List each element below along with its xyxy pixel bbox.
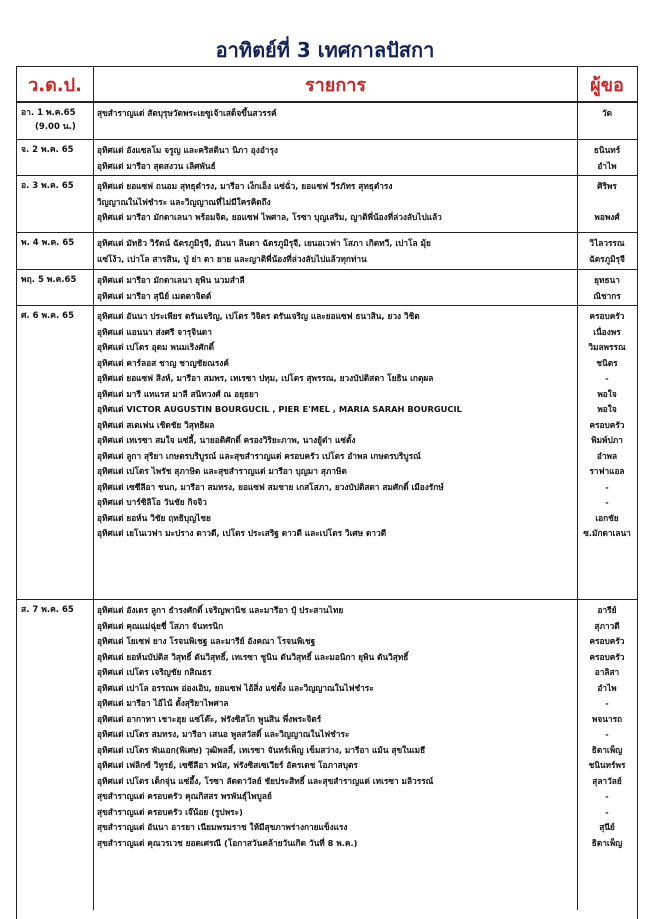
table-body: [17, 103, 637, 910]
requester-name: ฉัตรภูมิรุจี: [589, 253, 625, 264]
intention-line: อุทิศแด่ เปโตร เจริญชัย กสิณธร: [97, 667, 212, 677]
header-item: รายการ: [94, 67, 578, 101]
table-row: [17, 176, 637, 233]
intention-line: อุทิศแด่ มารีอา ไอ้ไน้ ตั้งสุริยาไพศาล: [97, 698, 229, 708]
row-date-cell: [17, 270, 94, 305]
intention-line: อุทิศแด่ มารีอา สุดสงวน เลิศพันธ์: [97, 160, 216, 171]
header-date: ว.ด.ป.: [17, 67, 94, 101]
requester-name: [578, 122, 636, 138]
intention-line: อุทิศแด่ ลูกา สุริยา เกษตรบริบูรณ์ และสุขสำราญแด่ ครอบครัว เปโตร อำพล เกษตรบริบูรณ์: [97, 450, 421, 461]
intention-line: อุทิศแด่ เปโตร ไพรัช สุภาษิต และสุขสำราญแด่ มารีอา บุญมา สุภาษิต: [97, 466, 347, 476]
requester-name: ธนินทร์: [593, 145, 621, 155]
row-requester-cell: [578, 270, 636, 305]
requester-name: อำไพ: [597, 682, 617, 693]
row-requester-cell: [578, 233, 636, 269]
requester-name: ครอบครัว: [589, 651, 625, 662]
intention-line: อุทิศแด่ เซซีลีอา ชนก, มารีอา สมทรง, ยอแซฟ สมชาย เกสโสภา, ยวงบัปติสตา สมศักดิ์ เมืองรักษ์: [97, 481, 444, 492]
requester-name: วิมลพรรณ: [588, 342, 626, 352]
row-items-cell: [94, 270, 578, 305]
intention-line: อุทิศแด่ มารี แทแรส มาลี สนิทวงศ์ ณ อยุธยา: [97, 388, 259, 399]
requester-name: -: [605, 481, 609, 492]
requester-name: อารีย์: [597, 605, 617, 615]
row-items-cell: [94, 103, 578, 139]
requester-name: ชนินทร์พร: [588, 760, 626, 770]
intention-line: อุทิศแด่ เปโตร สมทรง, มารีอา เสนอ พูลสวัสดิ์ และวิญญาณในไฟชำระ: [97, 729, 350, 739]
requester-name: อำพล: [596, 450, 618, 461]
requester-name: ครอบครัว: [589, 419, 625, 430]
requester-name: ณิชากร: [593, 290, 621, 301]
row-date-cell: [17, 306, 94, 599]
row-requester-cell: [578, 103, 636, 139]
row-date-cell: [17, 140, 94, 175]
intention-line: แซ่โง้ว, เปาโล สารสิน, ปู่ ย่า ตา ยาย และญาติพี่น้องที่ล่วงลับไปแล้วทุกท่าน: [97, 253, 367, 264]
requester-name: ธิดาเพ็ญ: [591, 744, 623, 755]
row-date-cell: [17, 103, 94, 139]
table-row: [17, 103, 637, 140]
intention-line: อุทิศแด่ แอนนา ส่งศรี จารุจินดา: [97, 326, 212, 337]
requester-name: พิมพ์ปภา: [591, 435, 623, 445]
intention-line: อุทิศแด่ อังแซลโม จรูญ และคริสตินา นิภา อุงอำรุง: [97, 145, 278, 155]
requester-name: พอพงศ์: [594, 212, 620, 222]
requester-name: สุลาวัลย์: [592, 775, 622, 786]
requester-name: -: [605, 698, 609, 708]
requester-name: -: [605, 791, 609, 801]
intention-line: อุทิศแด่ มัทธิว วิรัตน์ ฉัตรภูมิรุจี, อันนา ลินดา ฉัตรภูมิรุจี, เยนอเวฟา โสภา เกิดทวี, เปาโล มุ้ย: [97, 238, 431, 248]
intention-line: อุทิศแด่ บาร์ซิลิโอ วันชัย กิจจิว: [97, 497, 207, 507]
intention-line: อุทิศแด่ เปาโล อรรณพ อ่องเอิบ, ยอแซฟ ไอ้สิ่ง แซ่ตั้ง และวิญญาณในไฟชำระ: [97, 682, 374, 693]
intention-line: สุขสำราญแด่ ครอบครัว เจ๊น้อย (รูปพระ): [97, 806, 243, 817]
intention-line: อุทิศแด่ อันนา ประเพียร ตรันเจริญ, เปโตร วิจิตร ตรันเจริญ และยอแซฟ ธนาสิน, ยวง วิชิต: [97, 311, 420, 321]
intention-line: อุทิศแด่ เทเรซา สมใจ แซ่ลี้, นายอดิศักดิ์ ครองวิริยะภาพ, นางยู้ต๋า แซ่ตั้ง: [97, 435, 356, 445]
table-row: [17, 233, 637, 270]
intention-line: วิญญาณในไฟชำระ และวิญญาณที่ไม่มีใครคิดถึง: [97, 196, 271, 207]
intention-line: อุทิศแด่ เปโตร พันเอก(พิเศษ) วุฒิพลสิ์, เทเรซา จันทร์เพ็ญ เข็มสว่าง, มารีอา แม้น สุขในเมธี: [97, 744, 426, 755]
requester-name: -: [605, 729, 609, 739]
intention-line: อุทิศแด่ ยอห์น วิชัย ฤทธิบุญไชย: [97, 512, 211, 523]
row-date-cell: [17, 233, 94, 269]
row-requester-cell: [578, 176, 636, 232]
intention-line: อุทิศแด่ มารีอา สุนีย์ เมตตาจิตต์: [97, 290, 212, 301]
intention-line: อุทิศแด่ ยอแซฟ ถนอม สุทธุตำรง, มารีอา เง็กเอ็ง แซ่ฉั่ว, ยอแซฟ วีรภัทร สุทธุตำรง: [97, 181, 393, 191]
intention-line: อุทิศแด่ เปโตร เต็กจุ่น แซ่อึ้ง, โรซา ลัดดาวัลย์ ชัยประสิทธิ์ และสุขสำราญแด่ เทเรซา มลิวรรณ์: [97, 775, 434, 786]
requester-name: อำไพ: [597, 160, 617, 171]
intention-line: สุขสำราญแด่ สัตบุรุษวัดพระเยซูเจ้าเสด็จขึ้นสวรรค์: [97, 108, 277, 118]
requester-name: พจนารถ: [591, 713, 623, 724]
row-date-cell: [17, 176, 94, 232]
table-row: [17, 600, 637, 910]
row-date: พ. 4 พ.ค. 65: [21, 238, 75, 248]
intention-line: อุทิศแด่ คาร์ลอส ชาญ ชาญชัยณรงค์: [97, 357, 229, 368]
requester-name: ครอบครัว: [589, 311, 625, 321]
requester-name: ครอบครัว: [589, 636, 625, 646]
page-title: อาทิตย์ที่ 3 เทศกาลปัสกา: [215, 38, 435, 62]
row-items-cell: [94, 233, 578, 269]
header-requester: ผู้ขอ: [590, 74, 624, 96]
requester-name: [578, 195, 636, 211]
requester-name: ราฟาแอล: [589, 466, 625, 476]
intention-line: อุทิศแด่ มารีอา มักดาเลนา พร้อมจิต, ยอแซฟ ไพศาล, โรซา บุญเสริม, ญาติพี่น้องที่ล่วงลับไปแล้ว: [97, 212, 442, 222]
row-requester-cell: [578, 140, 636, 175]
intention-line: อุทิศแด่ คุณแม่ฉุ่ยชี่ โสภา จันทรนิก: [97, 620, 224, 631]
requester-name: อาลิสา: [594, 667, 620, 677]
mass-intention-table: [16, 66, 638, 919]
requester-name: -: [605, 497, 609, 507]
intention-line: อุทิศแด่ ยอห์นบัปติส วิสุทธิ์ ตันวิสุทธิ์, เทเรซา ชูนิน ตันวิสุทธิ์ และมอนิกา ยุพิน ตันวิสุทธิ์: [97, 651, 409, 662]
requester-name: ชนิตร: [596, 357, 618, 368]
intention-line: อุทิศแด่ อากาทา เชาะฮุย แซ่โต๊ะ, ฟรังซิสโก พูนสิน พึ่งพระจิตร์: [97, 713, 322, 724]
requester-name: สุภาวดี: [594, 620, 620, 631]
intention-line: [97, 122, 577, 138]
intention-line: สุขสำราญแด่ ครอบครัว คุณกิสสร พรพันธุ์ไพบูลย์: [97, 791, 272, 801]
requester-name: พอใจ: [597, 388, 617, 399]
intention-line: อุทิศแด่ VICTOR AUGUSTIN BOURGUCIL , PIER E'MEL , MARIA SARAH BOURGUCIL: [97, 404, 462, 414]
row-date-time: (9.00 น.): [35, 122, 76, 132]
requester-name: ยุทธนา: [594, 275, 620, 285]
intention-line: อุทิศแด่ เยโนเวฟา มะปราง ดาวดี, เปโตร ประเสริฐ ดาวดี และเปโตร วิเศษ ดาวดี: [97, 528, 387, 538]
row-date: ส. 7 พ.ค. 65: [21, 605, 74, 615]
requester-name: -: [605, 806, 609, 817]
intention-line: อุทิศแด่ ยอแซฟ สิงห์, มารีอา สมพร, เทเรซา ปทุม, เปโตร สุพรรณ, ยวงบัปติสตา โยธิน เกตุผล: [97, 373, 434, 383]
row-date: พฤ. 5 พ.ค.65: [21, 275, 77, 285]
intention-line: อุทิศแด่ สเตเฟน เชิดชัย วิสุทธิผล: [97, 419, 215, 430]
requester-name: ซ.มักดาเลนา: [583, 528, 631, 538]
requester-name: วิไลวรรณ: [589, 238, 625, 248]
table-row: [17, 306, 637, 600]
intention-line: อุทิศแด่ อังเดร ลูกา ธำรงศักดิ์ เจริญพานิช และมารีอา ปุ๋ ประสานไทย: [97, 605, 344, 615]
intention-line: อุทิศแด่ มารีอา มักดาเลนา ยุพิน นวมสำลี: [97, 275, 245, 285]
requester-name: สุนีย์: [599, 822, 615, 832]
row-items-cell: [94, 140, 578, 175]
requester-name: -: [605, 373, 609, 383]
intention-line: สุขสำราญแด่ คุณวรเวช ยอดเศรณี (โอกาสวันคล้ายวันเกิด วันที่ 8 พ.ค.): [97, 837, 358, 848]
requester-name: วัด: [601, 108, 613, 118]
requester-name: ศิริพร: [597, 181, 617, 191]
row-date: อา. 1 พ.ค.65: [21, 108, 76, 118]
table-header: [17, 67, 637, 103]
row-requester-cell: [578, 600, 636, 910]
table-row: [17, 270, 637, 306]
row-items-cell: [94, 600, 578, 910]
row-date-cell: [17, 600, 94, 910]
requester-name: เนื่องพร: [593, 326, 621, 337]
requester-name: เอกชัย: [595, 512, 619, 523]
row-items-cell: [94, 176, 578, 232]
intention-line: อุทิศแด่ เปโตร อุดม พนมเริงศักดิ์: [97, 342, 214, 352]
row-items-cell: [94, 306, 578, 599]
table-row: [17, 140, 637, 176]
requester-name: พอใจ: [597, 404, 617, 414]
row-date: อ. 3 พ.ค. 65: [21, 181, 74, 191]
row-date: จ. 2 พ.ค. 65: [21, 145, 74, 155]
intention-line: อุทิศแด่ เฟลิกซ์ วิทูรย์, เซซีลีอา พนัส, ฟรังซิสเซเวียร์ อัครเดช โอภาสบุตร: [97, 760, 358, 770]
row-requester-cell: [578, 306, 636, 599]
requester-name: ธิดาเพ็ญ: [591, 837, 623, 848]
intention-line: สุขสำราญแด่ อันนา อารยา เนียมพรมราช ให้มีสุขภาพร่างกายแข็งแรง: [97, 822, 348, 832]
row-date: ศ. 6 พ.ค. 65: [21, 311, 74, 321]
intention-line: อุทิศแด่ โยเซฟ ยาง โรจนพิเชฐ และมารีย์ อังคณา โรจนพิเชฐ: [97, 636, 316, 646]
